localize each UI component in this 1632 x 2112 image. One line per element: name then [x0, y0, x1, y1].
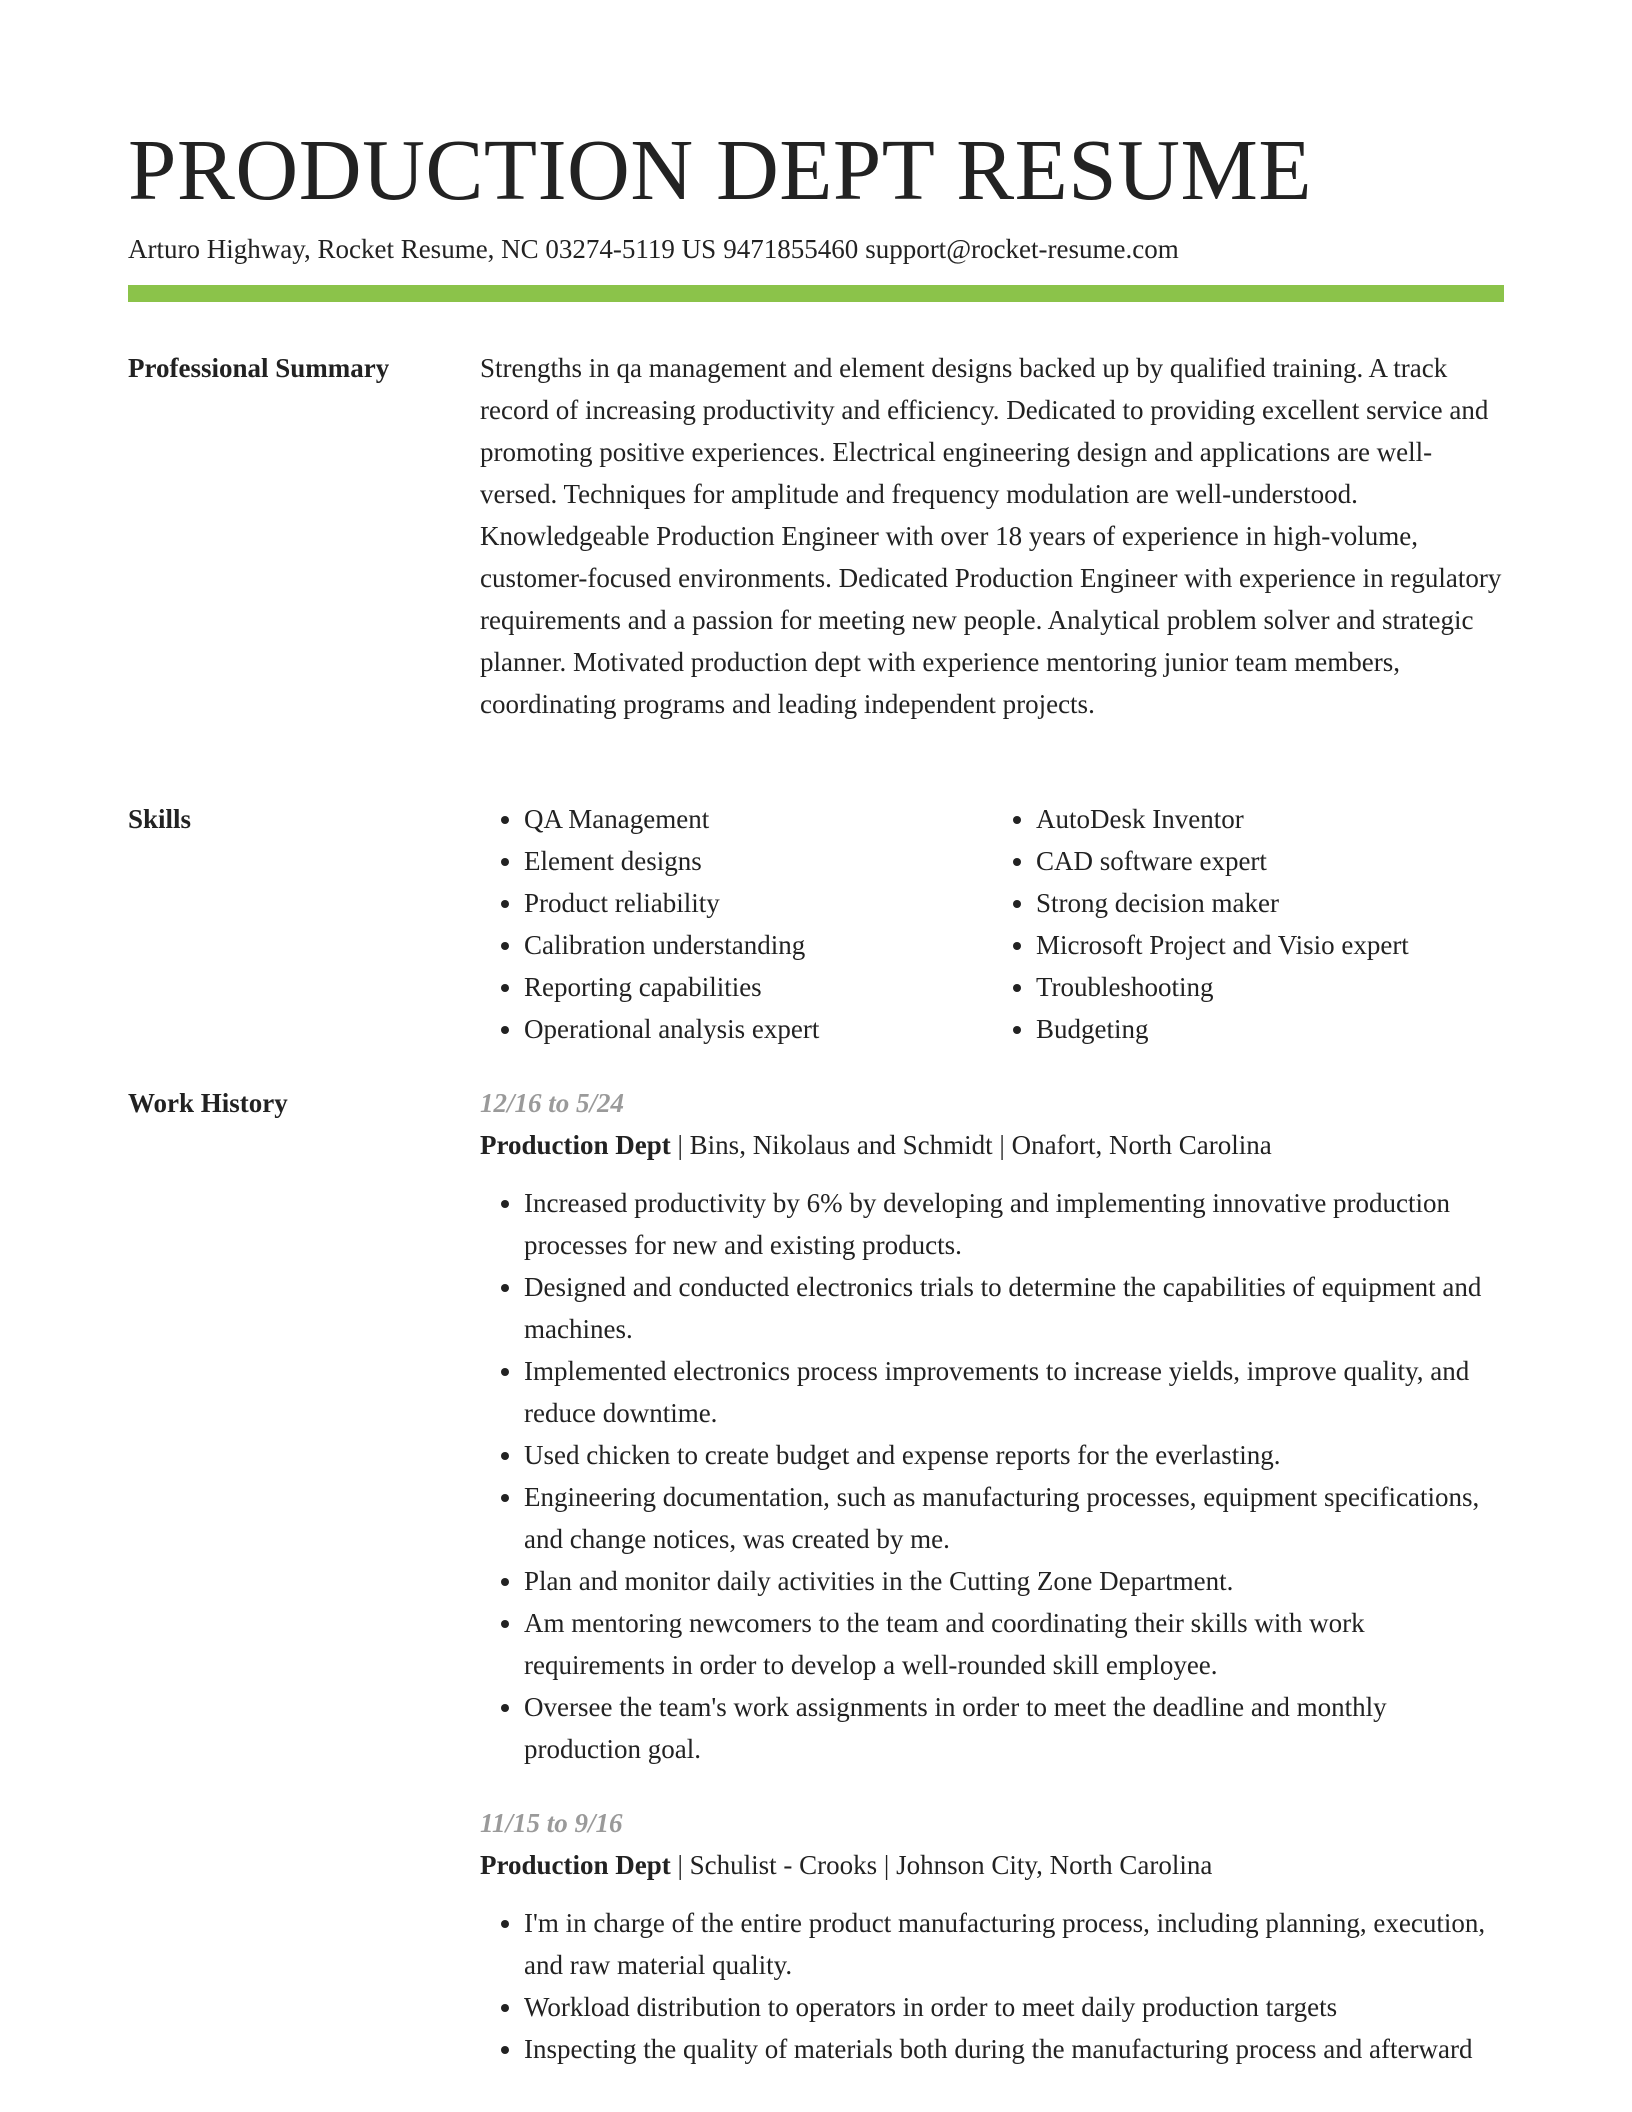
skill-item: • Operational analysis expert — [524, 1008, 992, 1050]
job-company-location: | Schulist - Crooks | Johnson City, North Carolina — [670, 1850, 1213, 1880]
summary-body — [480, 347, 1504, 725]
job-bullet: • Implemented electronics process improvements to increase yields, improve quality, and reduce downtime. — [524, 1350, 1504, 1434]
job-role: Production Dept — [480, 1850, 671, 1880]
skill-item: • Calibration understanding — [524, 924, 992, 966]
accent-divider — [128, 285, 1504, 302]
job-bullet: • Used chicken to create budget and expense reports for the everlasting. — [524, 1434, 1504, 1476]
job-bullet: • Increased productivity by 6% by developing and implementing innovative production processes for new and existing products. — [524, 1182, 1504, 1266]
skills-body — [480, 798, 1504, 1050]
job-dates: 11/15 to 9/16 — [480, 1808, 623, 1838]
job-entry — [480, 1802, 1504, 2070]
job-bullets — [480, 1182, 1504, 1770]
job-bullets — [480, 1902, 1504, 2070]
job-heading — [480, 1844, 1504, 1886]
skills-heading: Skills — [128, 804, 192, 834]
job-bullet: • Plan and monitor daily activities in the Cutting Zone Department. — [524, 1560, 1504, 1602]
work-history-heading: Work History — [128, 1088, 288, 1118]
skill-item: • Microsoft Project and Visio expert — [1036, 924, 1504, 966]
summary-text: Strengths in qa management and element designs backed up by qualified training. A track record of increasing productivity and efficiency. Dedicated to providing excellent service and promoting positive experiences. Electrical engineering design and applications are well-versed. Techniques for amplitude and frequency modulation are well-understood. Knowledgeable Production Engineer with over 18 years of experience in high-volume, customer-focused environments. Dedicated Production Engineer with experience in regulatory requirements and a passion for meeting new people. Analytical problem solver and strategic planner. Motivated production dept with experience mentoring junior team members, coordinating programs and leading independent projects. — [480, 353, 1502, 719]
skill-item: • CAD software expert — [1036, 840, 1504, 882]
contact-phone: 9471855460 — [723, 234, 859, 264]
job-bullet: • Engineering documentation, such as manufacturing processes, equipment specifications, and change notices, was created by me. — [524, 1476, 1504, 1560]
job-bullet: • Am mentoring newcomers to the team and coordinating their skills with work requirements in order to develop a well-rounded skill employee. — [524, 1602, 1504, 1686]
skills-grid — [480, 798, 1504, 1050]
job-bullet: • I'm in charge of the entire product manufacturing process, including planning, execution, and raw material quality. — [524, 1902, 1504, 1986]
contact-email: support@rocket-resume.com — [865, 234, 1179, 264]
job-bullet: • Inspecting the quality of materials both during the manufacturing process and afterward — [524, 2028, 1504, 2070]
skill-item: • Reporting capabilities — [524, 966, 992, 1008]
contact-address: Arturo Highway, Rocket Resume, NC 03274-5119 US — [128, 234, 717, 264]
summary-heading: Professional Summary — [128, 353, 390, 383]
skills-list-right — [992, 798, 1504, 1050]
skill-item: • Troubleshooting — [1036, 966, 1504, 1008]
contact-line — [128, 230, 1179, 268]
job-bullet: • Workload distribution to operators in order to meet daily production targets — [524, 1986, 1504, 2028]
work-history-body — [480, 1082, 1504, 2070]
job-dates: 12/16 to 5/24 — [480, 1088, 625, 1118]
skill-item: • QA Management — [524, 798, 992, 840]
job-bullet: • Designed and conducted electronics trials to determine the capabilities of equipment and machines. — [524, 1266, 1504, 1350]
skills-list-left — [480, 798, 992, 1050]
skill-item: • Product reliability — [524, 882, 992, 924]
job-entry — [480, 1082, 1504, 1770]
resume-title: PRODUCTION DEPT RESUME — [128, 121, 1313, 218]
skill-item: • AutoDesk Inventor — [1036, 798, 1504, 840]
skill-item: • Element designs — [524, 840, 992, 882]
job-heading — [480, 1124, 1504, 1166]
job-bullet: • Oversee the team's work assignments in order to meet the deadline and monthly production goal. — [524, 1686, 1504, 1770]
skill-item: • Strong decision maker — [1036, 882, 1504, 924]
skill-item: • Budgeting — [1036, 1008, 1504, 1050]
job-role: Production Dept — [480, 1130, 671, 1160]
job-company-location: | Bins, Nikolaus and Schmidt | Onafort, North Carolina — [670, 1130, 1272, 1160]
